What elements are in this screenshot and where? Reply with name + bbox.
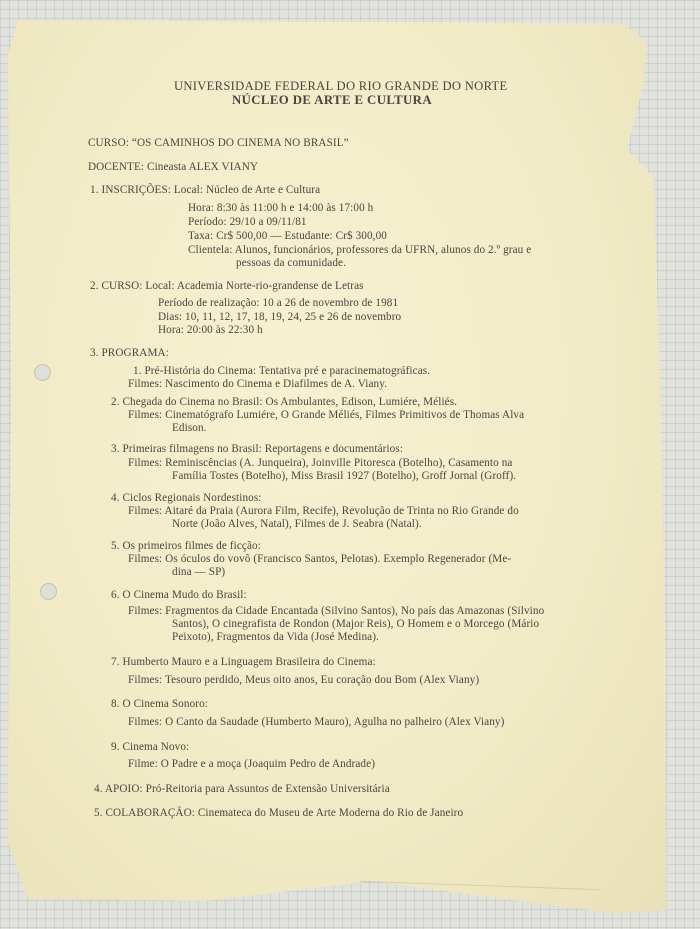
programa-item-5-films: Filmes: Os óculos do vovô (Francisco Santos, Pelotas). Exemplo Regenerador (Me-	[128, 553, 512, 565]
section-curso-title: 2. CURSO: Local: Academia Norte-rio-grandense de Letras	[90, 280, 364, 292]
programa-item-7-title: 7. Humberto Mauro e a Linguagem Brasileira do Cinema:	[111, 656, 376, 668]
programa-item-1-films: Filmes: Nascimento do Cinema e Diafilmes de A. Viany.	[128, 378, 388, 390]
nucleus-name: NÚCLEO DE ARTE E CULTURA	[232, 93, 432, 107]
programa-item-9-title: 9. Cinema Novo:	[111, 741, 190, 753]
programa-item-2-title: 2. Chegada do Cinema no Brasil: Os Ambulantes, Edison, Lumiére, Méliés.	[111, 396, 458, 408]
programa-item-3-films-cont: Família Tostes (Botelho), Miss Brasil 1927 (Botelho), Groff Jornal (Groff).	[172, 470, 517, 482]
inscricoes-periodo: Período: 29/10 a 09/11/81	[188, 216, 307, 228]
programa-item-3-films: Filmes: Reminiscências (A. Junqueira), Joinville Pitoresca (Botelho), Casamento na	[128, 457, 513, 469]
programa-item-2-films: Filmes: Cinematógrafo Lumiére, O Grande Méliés, Filmes Primitivos de Thomas Alva	[128, 409, 525, 421]
section-colaboracao: 5. COLABORAÇÃO: Cinemateca do Museu de Arte Moderna do Rio de Janeiro	[94, 807, 464, 819]
section-inscricoes-title: 1. INSCRIÇÕES: Local: Núcleo de Arte e Cultura	[90, 184, 321, 196]
programa-item-6-films: Filmes: Fragmentos da Cidade Encantada (Silvino Santos), No país das Amazonas (Silvino	[128, 605, 545, 617]
programa-item-8-title: 8. O Cinema Sonoro:	[111, 698, 208, 710]
programa-item-6-title: 6. O Cinema Mudo do Brasil:	[111, 589, 247, 601]
programa-item-5-films-cont: dina — SP)	[172, 566, 226, 578]
inscricoes-clientela: Clientela: Alunos, funcionários, professores da UFRN, alunos do 2.º grau e	[188, 244, 532, 256]
programa-item-3-title: 3. Primeiras filmagens no Brasil: Reportagens e documentários:	[111, 443, 404, 455]
programa-item-4-films-cont: Norte (João Alves, Natal), Filmes de J. Seabra (Natal).	[172, 518, 422, 530]
course-title: CURSO: “OS CAMINHOS DO CINEMA NO BRASIL”	[88, 137, 349, 149]
programa-item-9-films: Filme: O Padre e a moça (Joaquim Pedro de Andrade)	[128, 758, 376, 770]
programa-item-2-films-cont: Edison.	[172, 422, 207, 434]
university-name: UNIVERSIDADE FEDERAL DO RIO GRANDE DO NORTE	[174, 79, 508, 93]
section-apoio: 4. APOIO: Pró-Reitoria para Assuntos de Extensão Universitária	[94, 783, 390, 795]
programa-item-7-films: Filmes: Tesouro perdido, Meus oito anos, Eu coração dou Bom (Alex Viany)	[128, 674, 480, 686]
programa-item-4-films: Filmes: Aitaré da Praia (Aurora Film, Recife), Revolução de Trinta no Rio Grande do	[128, 505, 519, 517]
section-programa-title: 3. PROGRAMA:	[90, 347, 169, 359]
programa-item-1-title: 1. Pré-História do Cinema: Tentativa pré e paracinematográficas.	[133, 365, 431, 377]
programa-item-6-films-cont2: Peixoto), Fragmentos da Vida (José Medina).	[172, 631, 379, 643]
programa-item-6-films-cont1: Santos), O cinegrafista de Rondon (Major Reis), O Homem e o Morcego (Mário	[172, 618, 540, 630]
inscricoes-clientela-cont: pessoas da comunidade.	[236, 257, 347, 269]
teacher-line: DOCENTE: Cineasta ALEX VIANY	[88, 161, 259, 173]
curso-periodo: Período de realização: 10 a 26 de novembro de 1981	[158, 297, 399, 309]
inscricoes-hora: Hora: 8:30 às 11:00 h e 14:00 às 17:00 h	[188, 202, 374, 214]
programa-item-4-title: 4. Ciclos Regionais Nordestinos:	[111, 492, 262, 504]
inscricoes-taxa: Taxa: Cr$ 500,00 — Estudante: Cr$ 300,00	[188, 230, 387, 242]
curso-dias: Dias: 10, 11, 12, 17, 18, 19, 24, 25 e 26 de novembro	[158, 311, 402, 323]
curso-hora: Hora: 20:00 às 22:30 h	[158, 324, 263, 336]
programa-item-8-films: Filmes: O Canto da Saudade (Humberto Mauro), Agulha no palheiro (Alex Viany)	[128, 716, 505, 728]
programa-item-5-title: 5. Os primeiros filmes de ficção:	[111, 540, 261, 552]
